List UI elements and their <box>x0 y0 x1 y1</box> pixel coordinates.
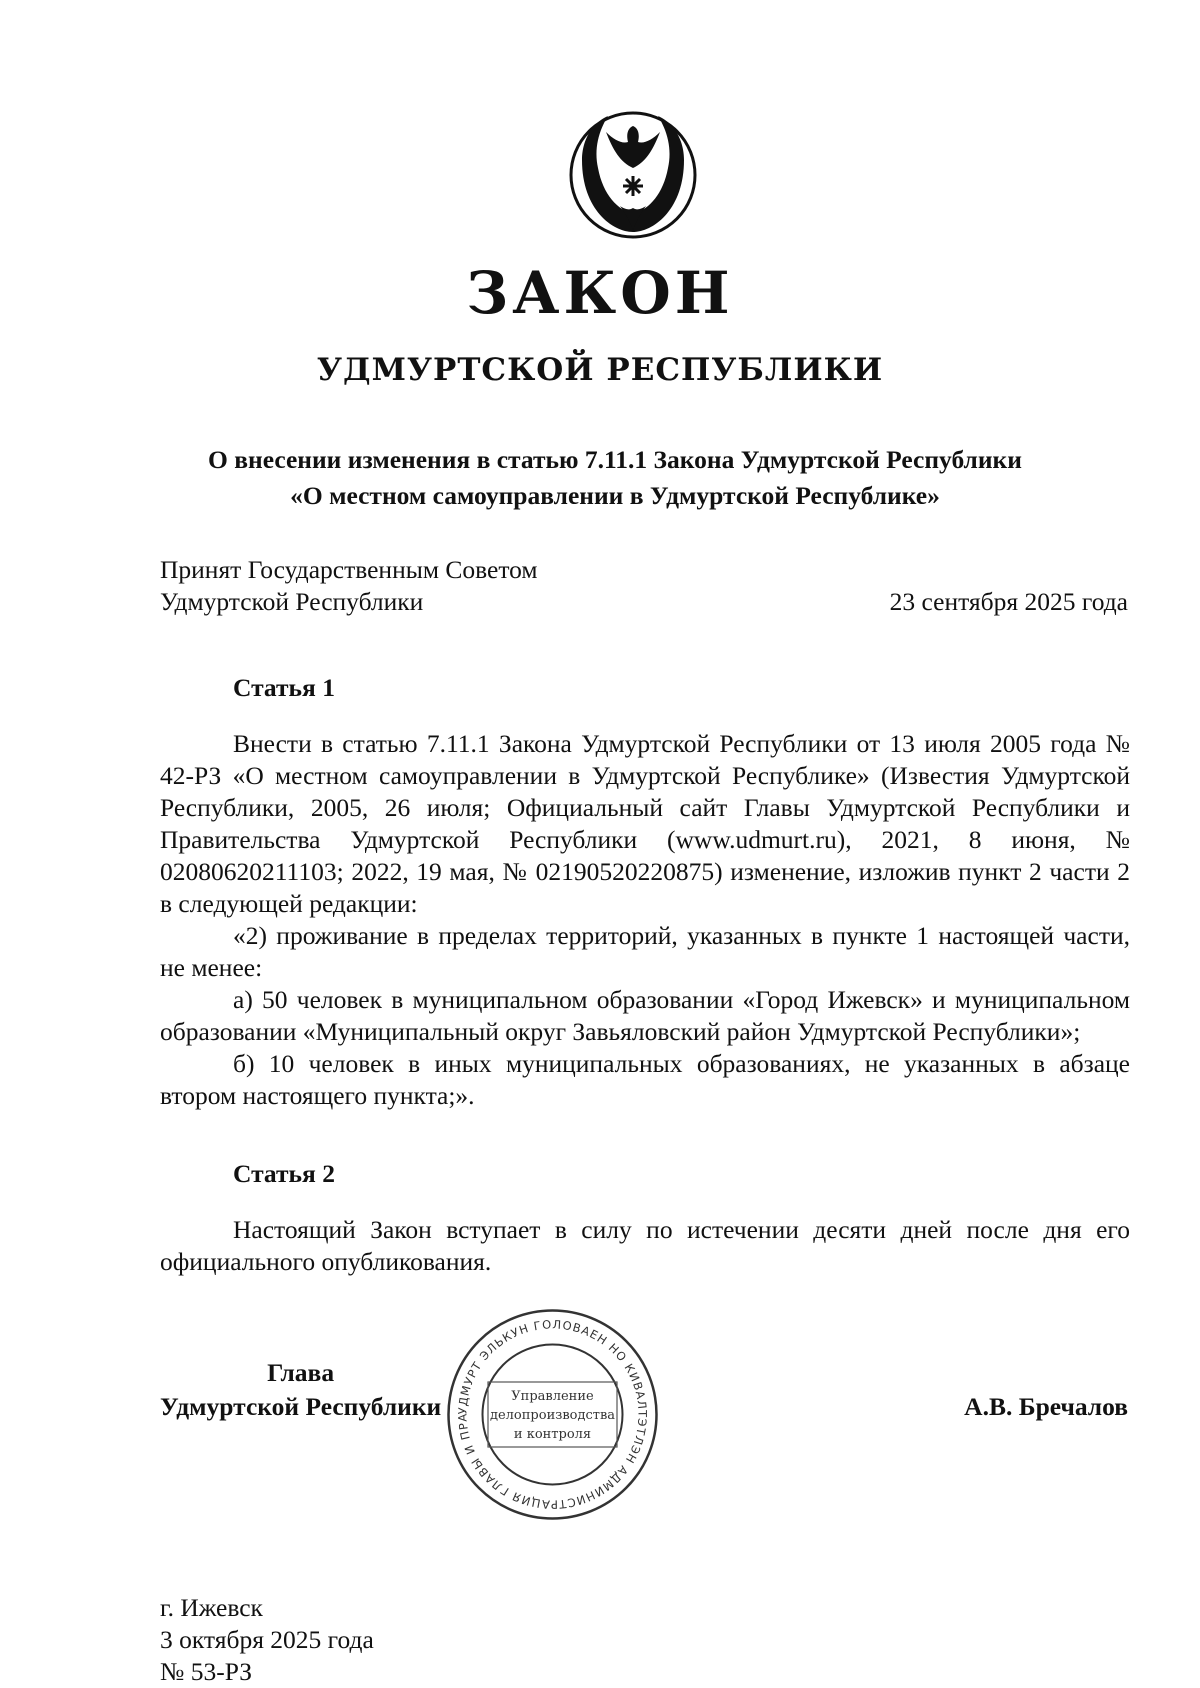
adoption-block <box>160 554 538 618</box>
signatory-name: А.В. Бречалов <box>964 1392 1128 1421</box>
article-2-paragraph: Настоящий Закон вступает в силу по истечении десяти дней после дня его официального опубликования. <box>160 1215 1130 1276</box>
law-name <box>160 442 1070 514</box>
article-1-paragraph: б) 10 человек в иных муниципальных образованиях, не указанных в абзаце втором настоящего пункта;». <box>160 1049 1130 1110</box>
adoption-line-1: Принят Государственным Советом <box>160 555 538 584</box>
stamp-ring-text: УДМУРТ ЭЛЬКУН ГОЛОВАЕН НО КИВАЛТЭТЛЭН АДМИНИСТРАЦИЯ ГЛАВЫ И ПРА <box>455 1317 650 1512</box>
document-title: ЗАКОН <box>466 259 734 327</box>
article-1-paragraph: Внести в статью 7.11.1 Закона Удмуртской Республики от 13 июля 2005 года № 42-РЗ «О местном самоуправлении в Удмуртской Республике» (Известия Удмуртской Республики, 2005, 26 июля; Официальный сайт Главы Удмуртской Республики и Правительства Удмуртской Республики (www.udmurt.ru), 2021, 8 июня, № 02080620211103; 2022, 19 мая, № 02190520220875) изменение, изложив пункт 2 части 2 в следующей редакции: <box>160 729 1130 918</box>
adoption-date: 23 сентября 2025 года <box>889 587 1128 616</box>
article-1-heading: Статья 1 <box>233 673 335 702</box>
article-1-paragraph: а) 50 человек в муниципальном образовании «Город Ижевск» и муниципальном образовании «Муниципальный округ Завьяловский район Удмуртской Республики»; <box>160 985 1130 1046</box>
signatory-title <box>160 1356 441 1424</box>
article-2-heading: Статья 2 <box>233 1159 335 1188</box>
footer-block <box>160 1592 374 1688</box>
footer-number: № 53-РЗ <box>160 1657 252 1686</box>
article-2-body <box>160 1214 1130 1278</box>
footer-date: 3 октября 2025 года <box>160 1625 374 1654</box>
document-subtitle: УДМУРТСКОЙ РЕСПУБЛИКИ <box>316 352 884 388</box>
adoption-line-2: Удмуртской Республики <box>160 587 424 616</box>
article-1-body <box>160 728 1130 1112</box>
law-name-line-1: О внесении изменения в статью 7.11.1 Закона Удмуртской Республики <box>208 445 1022 474</box>
stamp-center-line-1: Управление <box>511 1389 594 1404</box>
stamp-center-line-2: делопроизводства <box>489 1408 616 1423</box>
law-name-line-2: «О местном самоуправлении в Удмуртской Республике» <box>290 481 940 510</box>
coat-of-arms-icon <box>568 110 698 240</box>
signatory-title-line-2: Удмуртской Республики <box>160 1392 442 1421</box>
article-1-paragraph: «2) проживание в пределах территорий, указанных в пункте 1 настоящей части, не менее: <box>160 921 1130 982</box>
signatory-title-line-1: Глава <box>267 1358 335 1387</box>
stamp-center-line-3: и контроля <box>513 1427 592 1442</box>
official-stamp <box>440 1302 665 1527</box>
footer-city: г. Ижевск <box>160 1593 263 1622</box>
